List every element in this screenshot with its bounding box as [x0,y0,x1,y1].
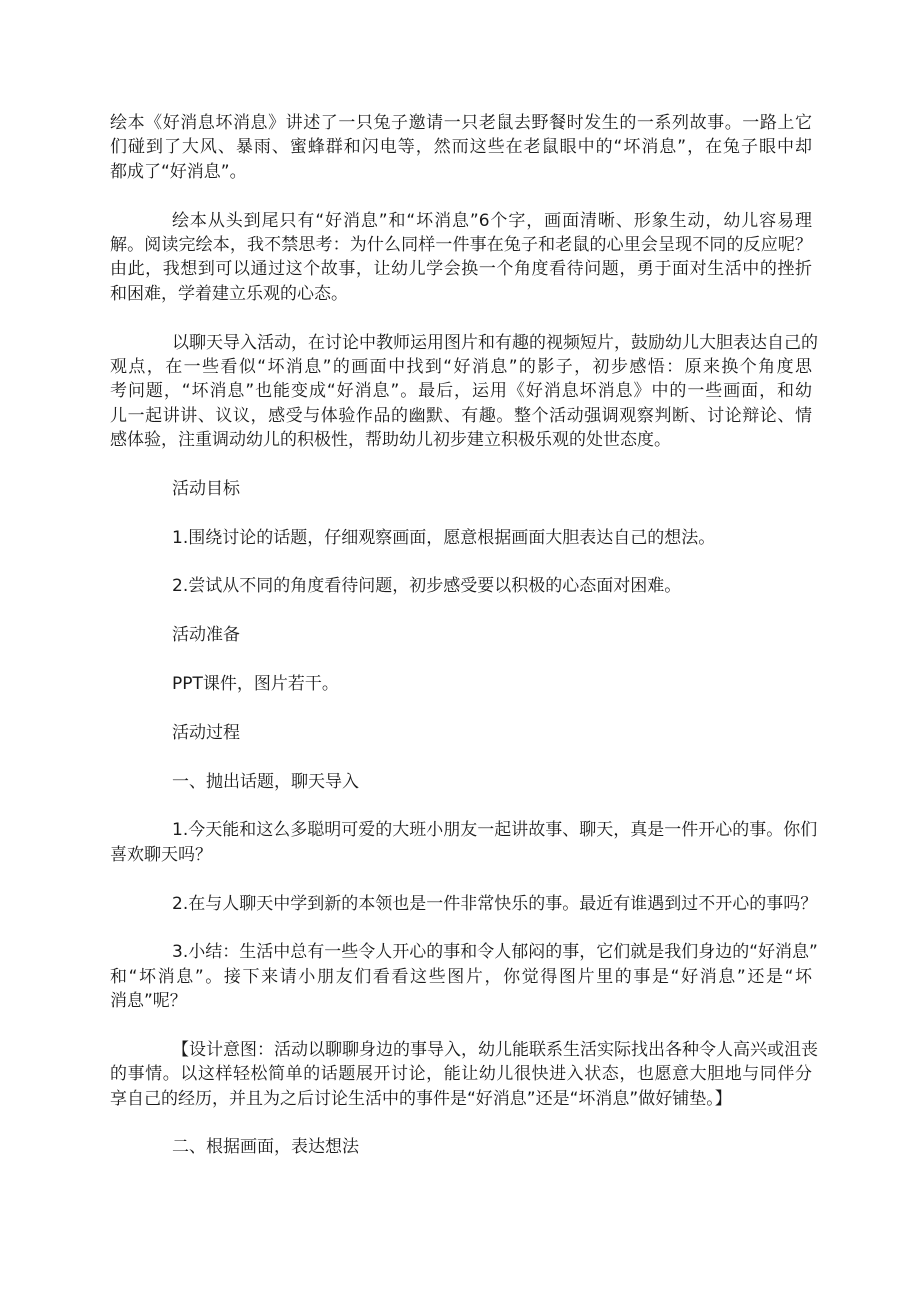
paragraph [110,672,812,696]
text-line: 1.今天能和这么多聪明可爱的大班小朋友一起讲故事、聊天，真是一件开心的事。你们 [172,820,818,841]
text-line: 【设计意图：活动以聊聊身边的事导入，幼儿能联系生活实际找出各种令人高兴或沮丧 [172,1039,818,1060]
paragraph [110,574,812,598]
text-line: 2.在与人聊天中学到新的本领也是一件非常快乐的事。最近有谁遇到过不开心的事吗？ [172,893,818,914]
paragraph [110,526,812,550]
text-line: 以聊天导入活动，在讨论中教师运用图片和有趣的视频短片，鼓励幼儿大胆表达自己的 [172,332,818,353]
paragraph [110,209,812,307]
text-line: 的事情。以这样轻松简单的话题展开讨论，能让幼儿很快进入状态，也愿意大胆地与同伴分 [110,1064,812,1085]
text-line: 和“坏消息”。接下来请小朋友们看看这些图片，你觉得图片里的事是“好消息”还是“坏 [110,966,812,987]
paragraph [110,892,818,916]
text-line: 二、根据画面，表达想法 [172,1137,359,1158]
text-line: 绘本《好消息坏消息》讲述了一只兔子邀请一只老鼠去野餐时发生的一系列故事。一路上它 [110,113,812,133]
paragraph [110,331,818,453]
text-line: 消息”呢？ [110,991,187,1012]
text-line: 考问题，“坏消息”也能变成“好消息”。最后，运用《好消息坏消息》中的一些画面，和幼 [110,381,812,402]
text-line: 绘本从头到尾只有“好消息”和“坏消息”6个字，画面清晰、形象生动，幼儿容易理 [172,210,812,231]
text-line: 1.围绕讨论的话题，仔细观察画面，愿意根据画面大胆表达自己的想法。 [172,527,716,548]
text-line: 解。阅读完绘本，我不禁思考：为什么同样一件事在兔子和老鼠的心里会呈现不同的反应呢？ [110,234,812,255]
text-line: 观点，在一些看似“坏消息”的画面中找到“好消息”的影子，初步感悟：原来换个角度思 [110,356,812,377]
paragraph [110,721,812,745]
text-line: 3.小结：生活中总有一些令人开心的事和令人郁闷的事，它们就是我们身边的“好消息” [172,942,818,963]
paragraph [110,111,812,184]
text-line: 一、抛出话题，聊天导入 [172,771,359,792]
text-line: 活动过程 [172,722,240,743]
text-line: 喜欢聊天吗？ [110,844,212,865]
paragraph [110,623,812,647]
text-line: 们碰到了大风、暴雨、蜜蜂群和闪电等，然而这些在老鼠眼中的“坏消息”，在兔子眼中却 [110,137,812,158]
text-line: 和困难，学着建立乐观的心态。 [110,283,348,304]
paragraph [110,1135,812,1159]
paragraph [110,940,818,1013]
document-body [110,111,818,1184]
paragraph [110,770,812,794]
paragraph [110,477,812,501]
text-line: 由此，我想到可以通过这个故事，让幼儿学会换一个角度看待问题，勇于面对生活中的挫折 [110,259,812,280]
text-line: 都成了“好消息”。 [110,161,247,182]
paragraph [110,818,818,867]
text-line: 儿一起讲讲、议议，感受与体验作品的幽默、有趣。整个活动强调观察判断、讨论辩论、情 [110,405,812,426]
text-line: 2.尝试从不同的角度看待问题，初步感受要以积极的心态面对困难。 [172,576,682,597]
text-line: 感体验，注重调动幼儿的积极性，帮助幼儿初步建立积极乐观的处世态度。 [110,430,671,451]
text-line: PPT课件，图片若干。 [172,673,339,694]
paragraph [110,1038,818,1111]
text-line: 享自己的经历，并且为之后讨论生活中的事件是“好消息”还是“坏消息”做好铺垫。】 [110,1088,732,1109]
text-line: 活动准备 [172,625,240,646]
text-line: 活动目标 [172,478,240,499]
